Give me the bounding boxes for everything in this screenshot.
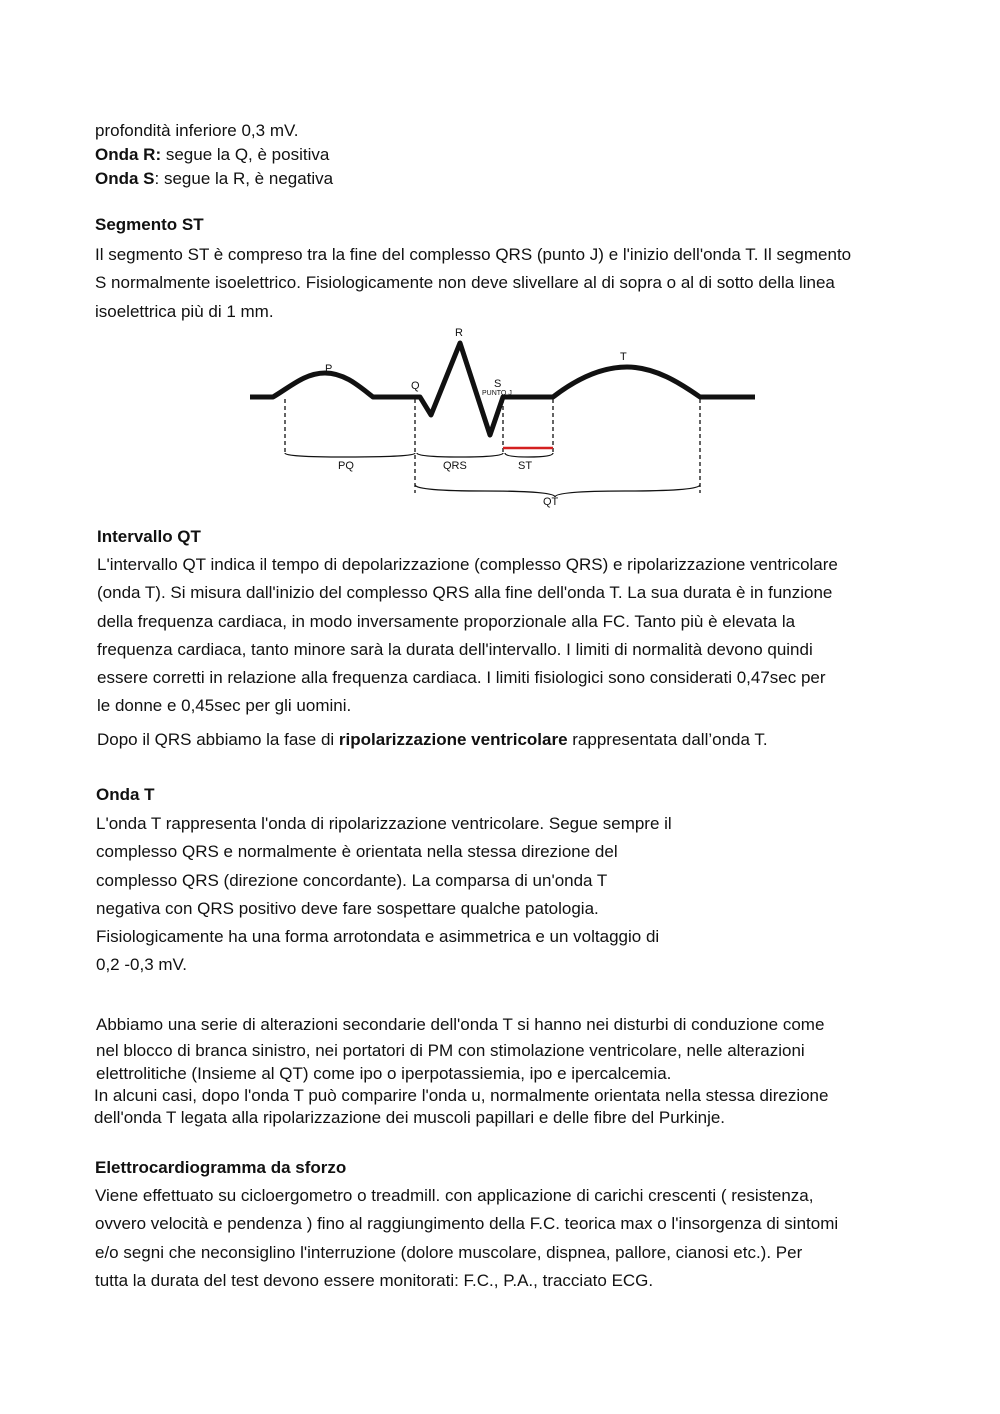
label-p: P [325,363,333,375]
pq-bracket [285,453,415,457]
ecg-sforzo-heading: Elettrocardiogramma da sforzo [95,1158,347,1177]
intervallo-qt-heading: Intervallo QT [97,527,201,546]
text-line: ovvero velocità e pendenza ) fino al raggiungimento della F.C. teorica max o l'insorgenza di sintomi [95,1214,839,1234]
text-line: elettrolitiche (Insieme al QT) come ipo o iperpotassiemia, ipo e ipercalcemia. [96,1064,672,1083]
dopo-qrs-line [97,728,912,752]
text-line: Il segmento ST è compreso tra la fine del complesso QRS (punto J) e l'inizio dell'onda T. Il segmento [95,245,852,264]
segmento-st-body [95,241,910,326]
text-line: Fisiologicamente ha una forma arrotondata e asimmetrica e un voltaggio di [96,927,660,947]
text-line: complesso QRS e normalmente è orientata nella stessa direzione del [96,842,618,862]
text-line: (onda T). Si misura dall'inizio del complesso QRS alla fine dell'onda T. La sua durata è in funzione [97,583,833,603]
onda-t-heading: Onda T [96,785,155,804]
qrs-bracket [417,453,503,457]
onda-s-label: Onda S [95,169,155,188]
dopo-post: rappresentata dall’onda T. [567,730,768,749]
onda-r-label: Onda R: [95,145,162,164]
onda-s-text: : segue la R, è negativa [154,169,334,188]
label-st: ST [518,460,533,472]
dopo-pre: Dopo il QRS abbiamo la fase di [97,730,339,749]
text-line: Viene effettuato su cicloergometro o treadmill. con applicazione di carichi crescenti ( resistenza, [95,1186,814,1205]
text-line: nel blocco di branca sinistro, nei portatori di PM con stimolazione ventricolare, nelle alterazioni [96,1041,805,1060]
text-line: della frequenza cardiaca, in modo inversamente proporzionale alla FC. Tanto più è elevata la [97,611,796,631]
text-line: 0,2 -0,3 mV. [96,955,188,975]
text-line: L'onda T rappresenta l'onda di ripolarizzazione ventricolare. Segue sempre il [96,814,672,833]
st-bracket [505,453,553,457]
intro-lines [95,119,910,191]
onda-r-text: segue la Q, è positiva [161,145,330,164]
intro-line-1: profondità inferiore 0,3 mV. [95,121,299,140]
onda-s-line [95,167,910,191]
text-line: isoelettrica più di 1 mm. [95,301,274,321]
text-line: essere corretti in relazione alla frequenza cardiaca. I limiti fisiologici sono considerati 0,47sec per [97,668,826,688]
alterazioni-body [96,1011,911,1129]
label-qt: QT [543,496,559,508]
text-line: L'intervallo QT indica il tempo di depolarizzazione (complesso QRS) e ripolarizzazione ventricolare [97,555,838,574]
text-line: In alcuni casi, dopo l'onda T può comparire l'onda u, normalmente orientata nella stessa direzione [94,1086,829,1105]
label-t: T [620,351,627,363]
text-line: frequenza cardiaca, tanto minore sarà la durata dell'intervallo. I limiti di normalità devono quindi [97,639,813,659]
ecg-sforzo-body [95,1182,910,1295]
text-line: tutta la durata del test devono essere monitorati: F.C., P.A., tracciato ECG. [95,1270,654,1290]
segmento-st-heading: Segmento ST [95,215,204,234]
text-line: Abbiamo una serie di alterazioni secondarie dell'onda T si hanno nei disturbi di conduzione come [96,1015,825,1034]
text-line: negativa con QRS positivo deve fare sospettare qualche patologia. [96,898,599,918]
label-punto-j: PUNTO J [482,390,512,397]
text-line: S normalmente isoelettrico. Fisiologicamente non deve slivellare al di sopra o al di sotto della linea [95,273,835,293]
ecg-diagram [245,325,765,510]
text-line: le donne e 0,45sec per gli uomini. [97,696,352,716]
label-s: S [494,378,502,390]
text-line: e/o segni che neconsiglino l'interruzione (dolore muscolare, dispnea, pallore, cianosi etc.). Per [95,1242,803,1262]
intervallo-qt-body [97,551,912,721]
onda-r-line [95,143,910,167]
label-pq: PQ [338,460,354,472]
dashed-guides [285,399,700,493]
onda-t-body [96,810,736,980]
text-line: dell'onda T legata alla ripolarizzazione dei muscoli papillari e delle fibre del Purkinje. [94,1108,726,1127]
dopo-bold: ripolarizzazione ventricolare [338,730,568,749]
label-q: Q [411,380,420,392]
label-r: R [455,327,463,339]
text-line: complesso QRS (direzione concordante). La comparsa di un'onda T [96,870,608,890]
label-qrs: QRS [443,460,467,472]
